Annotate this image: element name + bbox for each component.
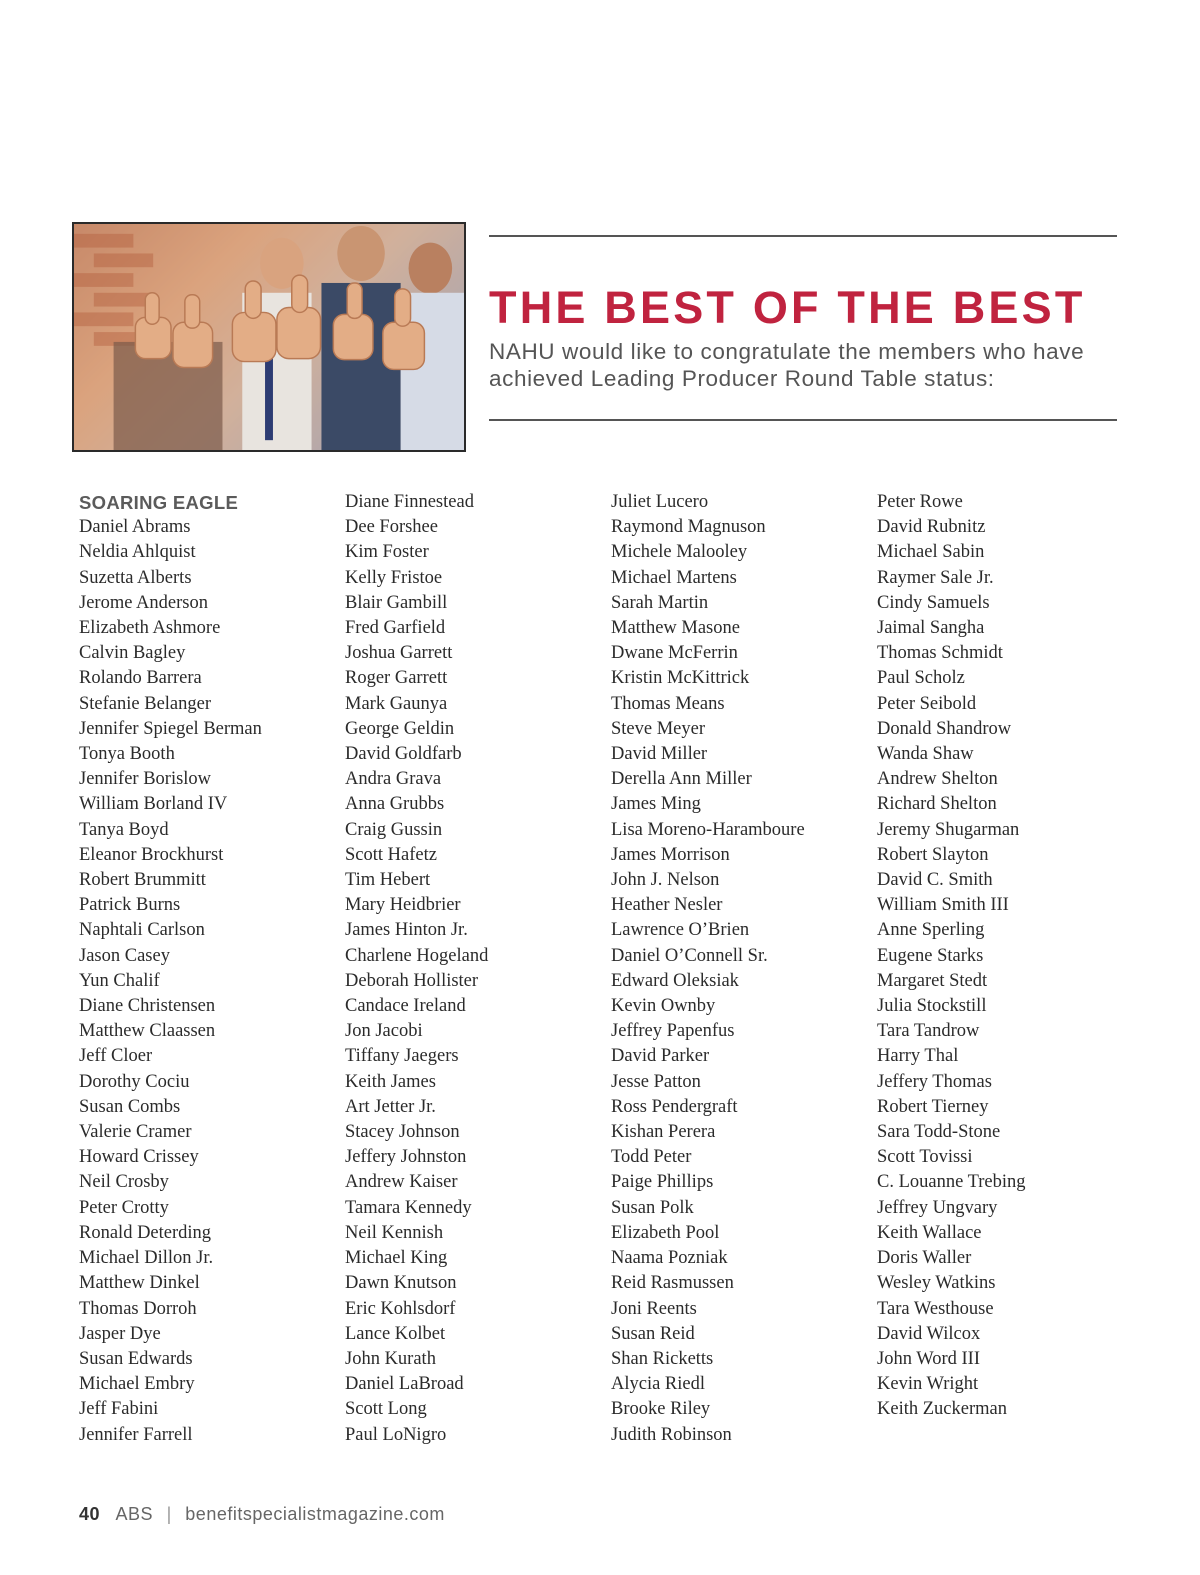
member-name: Julia Stockstill: [877, 996, 987, 1017]
member-name: Mark Gaunya: [345, 693, 448, 714]
member-name: Edward Oleksiak: [611, 970, 739, 991]
member-name: Wesley Watkins: [877, 1273, 996, 1294]
member-name: Alycia Riedl: [611, 1374, 706, 1395]
member-name: Anna Grubbs: [345, 794, 445, 815]
page-subtitle: NAHU would like to congratulate the members who have achieved Leading Producer Round Table status:: [489, 339, 1085, 391]
member-name: Derella Ann Miller: [611, 769, 752, 790]
member-name: Jon Jacobi: [345, 1021, 423, 1042]
member-name: Susan Polk: [611, 1197, 694, 1218]
member-name: Jeremy Shugarman: [877, 819, 1020, 840]
member-name: Stefanie Belanger: [79, 693, 212, 714]
member-name: David C. Smith: [877, 870, 993, 891]
thumbs-up-group-photo: [72, 222, 466, 452]
member-name: Jason Casey: [79, 945, 170, 966]
member-name: Peter Seibold: [877, 693, 977, 714]
member-name: Michael Martens: [611, 567, 737, 588]
member-name: Matthew Dinkel: [79, 1273, 200, 1294]
member-name: Tamara Kennedy: [345, 1197, 472, 1218]
member-name: Kim Foster: [345, 542, 429, 563]
member-name: Steve Meyer: [611, 718, 706, 739]
member-name: Tiffany Jaegers: [345, 1046, 459, 1067]
member-name: Neil Crosby: [79, 1172, 169, 1193]
member-name: David Parker: [611, 1046, 710, 1067]
member-name: Shan Ricketts: [611, 1348, 714, 1369]
member-name: Jeffery Thomas: [877, 1071, 992, 1092]
member-name: William Borland IV: [79, 794, 228, 815]
member-name: Scott Hafetz: [345, 844, 437, 865]
member-name: Art Jetter Jr.: [345, 1096, 436, 1117]
member-name: John Word III: [877, 1348, 980, 1369]
page-footer: [79, 1504, 445, 1525]
member-name: Yun Chalif: [79, 970, 160, 991]
member-name: John Kurath: [345, 1348, 436, 1369]
member-name: Keith Zuckerman: [877, 1399, 1007, 1420]
member-name: Diane Finnestead: [345, 492, 474, 512]
member-name: Donald Shandrow: [877, 718, 1012, 739]
member-name: Matthew Masone: [611, 618, 740, 639]
name-column-1: [79, 490, 262, 1448]
member-name: David Goldfarb: [345, 744, 462, 765]
member-name: John J. Nelson: [611, 870, 720, 891]
member-name: Robert Slayton: [877, 844, 989, 865]
member-name: Jeffrey Ungvary: [877, 1197, 998, 1218]
member-name: Thomas Means: [611, 693, 725, 714]
member-name: Michael Embry: [79, 1374, 195, 1395]
member-name: Robert Tierney: [877, 1096, 989, 1117]
member-name: Daniel Abrams: [79, 517, 191, 538]
member-name: Michael Dillon Jr.: [79, 1248, 214, 1269]
member-name: Wanda Shaw: [877, 744, 974, 765]
member-name: Rolando Barrera: [79, 668, 202, 689]
member-name: Scott Tovissi: [877, 1147, 973, 1168]
member-name: Eric Kohlsdorf: [345, 1298, 456, 1319]
name-column-4: [877, 490, 1026, 1423]
member-name: Jesse Patton: [611, 1071, 701, 1092]
member-name: Kristin McKittrick: [611, 668, 750, 689]
member-name: Jennifer Farrell: [79, 1424, 193, 1445]
member-name: Naphtali Carlson: [79, 920, 205, 941]
member-name: Ronald Deterding: [79, 1222, 212, 1243]
member-name: Jeffrey Papenfus: [611, 1021, 735, 1042]
member-name: Howard Crissey: [79, 1147, 199, 1168]
member-name: Harry Thal: [877, 1046, 959, 1067]
page-number: 40: [79, 1504, 101, 1524]
member-name: David Miller: [611, 744, 708, 765]
member-name: Deborah Hollister: [345, 970, 479, 991]
member-name: Neldia Ahlquist: [79, 542, 196, 563]
member-name: Jaimal Sangha: [877, 618, 985, 639]
member-name: Scott Long: [345, 1399, 427, 1420]
member-name: Matthew Claassen: [79, 1021, 216, 1042]
member-name: Dorothy Cociu: [79, 1071, 190, 1092]
member-name: Judith Robinson: [611, 1424, 732, 1445]
member-name: Juliet Lucero: [611, 492, 709, 512]
member-name: Tanya Boyd: [79, 819, 169, 840]
member-name: Anne Sperling: [877, 920, 985, 941]
member-name: David Rubnitz: [877, 517, 986, 538]
member-name: Dawn Knutson: [345, 1273, 457, 1294]
member-name: Cindy Samuels: [877, 592, 990, 613]
member-name: Diane Christensen: [79, 996, 216, 1017]
member-name: Paul Scholz: [877, 668, 965, 689]
member-name: Sara Todd-Stone: [877, 1122, 1001, 1143]
page-title: THE BEST OF THE BEST: [489, 282, 1086, 333]
member-name: Dwane McFerrin: [611, 643, 738, 664]
member-name: Elizabeth Ashmore: [79, 618, 221, 639]
member-name: Paige Phillips: [611, 1172, 714, 1193]
member-name: Reid Rasmussen: [611, 1273, 734, 1294]
member-name: James Morrison: [611, 844, 730, 865]
member-name: William Smith III: [877, 895, 1009, 916]
member-name: Margaret Stedt: [877, 970, 988, 991]
member-name: Michael Sabin: [877, 542, 985, 563]
name-column-2: [345, 490, 488, 1448]
member-name: Jennifer Spiegel Berman: [79, 718, 262, 739]
member-name: Lance Kolbet: [345, 1323, 446, 1344]
member-name: Michele Malooley: [611, 542, 748, 563]
member-name: David Wilcox: [877, 1323, 981, 1344]
member-name: Tara Tandrow: [877, 1021, 980, 1042]
member-name: Roger Garrett: [345, 668, 448, 689]
member-name: Candace Ireland: [345, 996, 466, 1017]
member-name: Andrew Kaiser: [345, 1172, 458, 1193]
member-name: Susan Combs: [79, 1096, 181, 1117]
member-name: James Ming: [611, 794, 701, 815]
member-name: Blair Gambill: [345, 592, 448, 613]
member-name: Brooke Riley: [611, 1399, 711, 1420]
member-name: Kelly Fristoe: [345, 567, 443, 588]
member-name: George Geldin: [345, 718, 455, 739]
member-name: Keith James: [345, 1071, 436, 1092]
member-name: Dee Forshee: [345, 517, 438, 538]
website-url: benefitspecialistmagazine.com: [185, 1504, 445, 1524]
member-name: Todd Peter: [611, 1147, 692, 1168]
member-name: Daniel LaBroad: [345, 1374, 464, 1395]
section-heading: SOARING EAGLE: [79, 492, 239, 513]
member-name: Jeffery Johnston: [345, 1147, 467, 1168]
member-name: Jeff Fabini: [79, 1399, 159, 1420]
photo-illustration: [74, 224, 464, 450]
member-name: Michael King: [345, 1248, 448, 1269]
member-name: Patrick Burns: [79, 895, 181, 916]
member-name: Charlene Hogeland: [345, 945, 489, 966]
member-name: Fred Garfield: [345, 618, 446, 639]
name-column-3: [611, 490, 805, 1448]
member-name: Jasper Dye: [79, 1323, 161, 1344]
member-name: Susan Edwards: [79, 1348, 193, 1369]
member-name: Lawrence O’Brien: [611, 920, 750, 941]
member-name: Thomas Schmidt: [877, 643, 1003, 664]
member-name: Elizabeth Pool: [611, 1222, 720, 1243]
member-name: Sarah Martin: [611, 592, 709, 613]
member-name: Raymond Magnuson: [611, 517, 766, 538]
member-name: Mary Heidbrier: [345, 895, 461, 916]
member-name: Tonya Booth: [79, 744, 175, 765]
footer-separator: |: [166, 1504, 172, 1524]
member-name: Naama Pozniak: [611, 1248, 728, 1269]
member-name: Andra Grava: [345, 769, 442, 790]
member-name: Craig Gussin: [345, 819, 443, 840]
member-name: Paul LoNigro: [345, 1424, 447, 1445]
member-name: Jennifer Borislow: [79, 769, 212, 790]
member-name: Jerome Anderson: [79, 592, 208, 613]
member-name: Eugene Starks: [877, 945, 984, 966]
member-name: Lisa Moreno-Haramboure: [611, 819, 805, 840]
member-name: Peter Rowe: [877, 492, 963, 512]
member-name: Richard Shelton: [877, 794, 997, 815]
member-name: James Hinton Jr.: [345, 920, 468, 941]
member-name: Doris Waller: [877, 1248, 972, 1269]
member-name: Kevin Wright: [877, 1374, 979, 1395]
member-name: Ross Pendergraft: [611, 1096, 738, 1117]
member-name: Robert Brummitt: [79, 870, 206, 891]
member-name: Eleanor Brockhurst: [79, 844, 224, 865]
member-name: Peter Crotty: [79, 1197, 169, 1218]
member-name: Valerie Cramer: [79, 1122, 192, 1143]
member-name: Andrew Shelton: [877, 769, 998, 790]
member-name: Heather Nesler: [611, 895, 723, 916]
member-name: Neil Kennish: [345, 1222, 444, 1243]
bottom-divider: [489, 419, 1117, 421]
member-name: Joshua Garrett: [345, 643, 453, 664]
member-name: Thomas Dorroh: [79, 1298, 197, 1319]
member-name: Raymer Sale Jr.: [877, 567, 994, 588]
member-name: Daniel O’Connell Sr.: [611, 945, 768, 966]
member-name: Susan Reid: [611, 1323, 695, 1344]
member-name: Joni Reents: [611, 1298, 697, 1319]
member-name: Kevin Ownby: [611, 996, 716, 1017]
member-name: Calvin Bagley: [79, 643, 186, 664]
top-divider: [489, 235, 1117, 237]
member-name: Tim Hebert: [345, 870, 431, 891]
member-name: Jeff Cloer: [79, 1046, 153, 1067]
member-name: C. Louanne Trebing: [877, 1172, 1026, 1193]
member-name: Suzetta Alberts: [79, 567, 192, 588]
member-name: Keith Wallace: [877, 1222, 982, 1243]
member-name: Kishan Perera: [611, 1122, 716, 1143]
member-name: Stacey Johnson: [345, 1122, 460, 1143]
publication-name: ABS: [115, 1504, 154, 1524]
member-name: Tara Westhouse: [877, 1298, 994, 1319]
